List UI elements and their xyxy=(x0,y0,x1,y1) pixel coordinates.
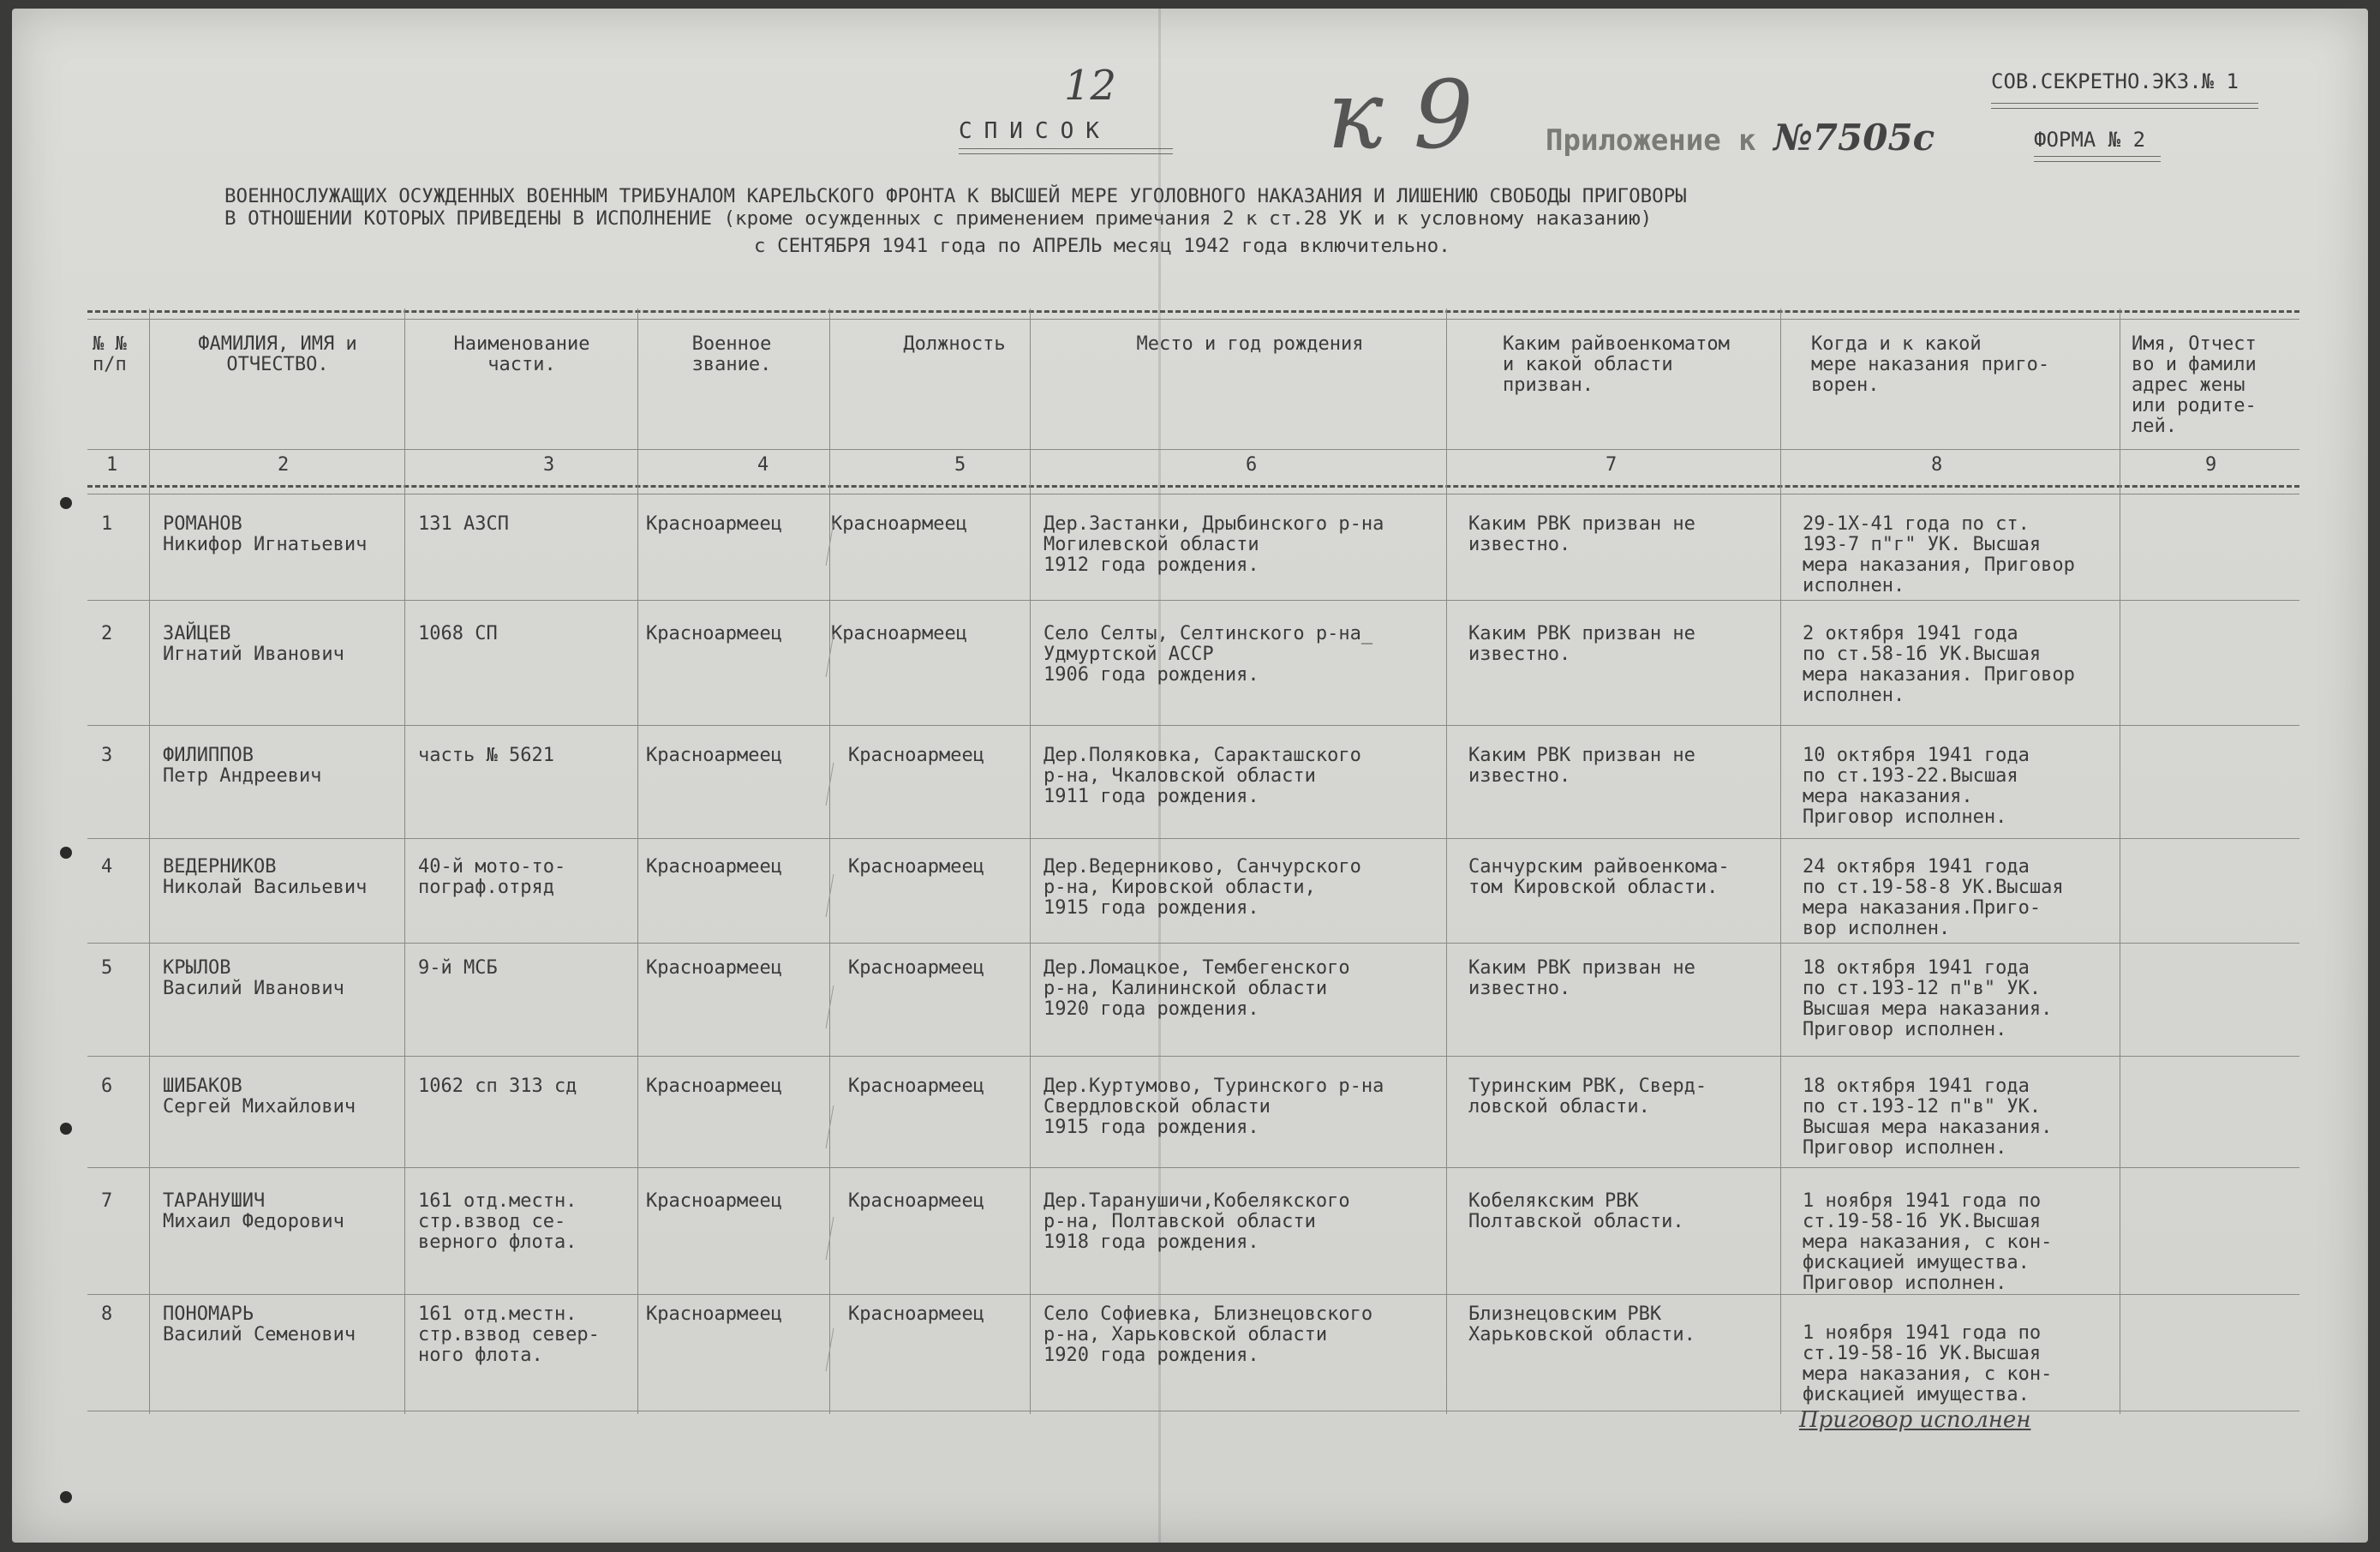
col-header-relatives: Имя, Отчест во и фамили адрес жены или родите- лей. xyxy=(2132,333,2257,437)
row-rvk: Туринским РВК, Сверд- ловской области. xyxy=(1468,1076,1707,1118)
row-separator xyxy=(87,725,2299,726)
table-top-border xyxy=(87,310,2299,313)
row-sentence: 10 октября 1941 года по ст.193-22.Высшая мера наказания. Приговор исполнен. xyxy=(1803,745,2030,828)
handwritten-page-number: 12 xyxy=(1064,62,1117,110)
row-rvk: Каким РВК призван не известно. xyxy=(1468,513,1695,555)
col-number-5: 5 xyxy=(954,454,966,476)
row-rank: Красноармеец xyxy=(646,1076,782,1097)
row-post: Красноармеец xyxy=(831,513,967,535)
header-number-divider xyxy=(87,449,2299,450)
row-unit: 1062 сп 313 сд xyxy=(418,1076,577,1097)
row-unit: 161 отд.местн. стр.взвод се- верного флота. xyxy=(418,1190,577,1253)
row-name: ПОНОМАРЬ Василий Семенович xyxy=(163,1303,356,1345)
row-rvk: Каким РВК призван не известно. xyxy=(1468,623,1695,665)
document-sheet xyxy=(12,9,2368,1543)
row-post: Красноармеец xyxy=(848,1303,984,1325)
row-name: КРЫЛОВ Василий Иванович xyxy=(163,957,344,999)
col-divider-4 xyxy=(829,309,830,1414)
row-separator xyxy=(87,838,2299,839)
col-number-7: 7 xyxy=(1606,454,1618,476)
row-post: Красноармеец xyxy=(848,856,984,878)
row-unit: 1068 СП xyxy=(418,623,498,644)
form-underline xyxy=(2034,156,2161,162)
col-number-4: 4 xyxy=(757,454,769,476)
col-number-9: 9 xyxy=(2205,454,2217,476)
row-number: 3 xyxy=(101,745,113,766)
binding-hole xyxy=(60,1491,72,1503)
col-header-unit: Наименование части. xyxy=(453,333,590,375)
pencil-check-mark xyxy=(814,986,834,1028)
appendix-number: №7505с xyxy=(1773,117,1935,159)
col-header-number: № № п/п xyxy=(93,333,127,375)
row-post: Красноармеец xyxy=(831,623,967,644)
row-name: ФИЛИППОВ Петр Андреевич xyxy=(163,745,322,787)
subtitle-line-1: ВОЕННОСЛУЖАЩИХ ОСУЖДЕННЫХ ВОЕННЫМ ТРИБУНАЛОМ КАРЕЛЬСКОГО ФРОНТА К ВЫСШЕЙ МЕРЕ УГОЛОВНОГО НАКАЗАНИЯ И ЛИШЕНИЮ СВОБОДЫ ПРИГОВОРЫ xyxy=(224,185,1687,207)
row-unit: часть № 5621 xyxy=(418,745,554,766)
binding-hole xyxy=(60,497,72,509)
col-header-birth: Место и год рождения xyxy=(1136,333,1364,355)
row-unit: 40-й мото-то- пограф.отряд xyxy=(418,856,566,898)
col-divider-3 xyxy=(637,309,638,1414)
row-separator xyxy=(87,943,2299,944)
row-sentence: 1 ноября 1941 года по ст.19-58-1б УК.Высшая мера наказания, с кон- фискацией имущества. xyxy=(1803,1322,2053,1405)
row-rvk: Каким РВК призван не известно. xyxy=(1468,745,1695,787)
row-birth: Дер.Поляковка, Саракташского р-на, Чкаловской области 1911 года рождения. xyxy=(1043,745,1361,807)
row-birth: Дер.Ведерниково, Санчурского р-на, Кировской области, 1915 года рождения. xyxy=(1043,856,1361,919)
row-name: ВЕДЕРНИКОВ Николай Васильевич xyxy=(163,856,368,898)
col-divider-6 xyxy=(1446,309,1447,1414)
row-rank: Красноармеец xyxy=(646,1190,782,1212)
classification-label: СОВ.СЕКРЕТНО.ЭКЗ.№ 1 xyxy=(1991,69,2239,93)
document-title: СПИСОК xyxy=(959,118,1111,144)
row-rank: Красноармеец xyxy=(646,1303,782,1325)
col-divider-5 xyxy=(1030,309,1031,1414)
row-number: 7 xyxy=(101,1190,113,1212)
row-rvk: Кобелякским РВК Полтавской области. xyxy=(1468,1190,1684,1232)
row-birth: Дер.Застанки, Дрыбинского р-на Могилевской области 1912 года рождения. xyxy=(1043,513,1384,576)
classification-underline xyxy=(1991,103,2258,109)
row-rvk: Каким РВК призван не известно. xyxy=(1468,957,1695,999)
handwritten-execution-note: Приговор исполнен xyxy=(1799,1407,2031,1433)
row-sentence: 18 октября 1941 года по ст.193-12 п"в" УК. Высшая мера наказания. Приговор исполнен. xyxy=(1803,1076,2053,1159)
col-number-1: 1 xyxy=(106,454,118,476)
row-number: 4 xyxy=(101,856,113,878)
row-sentence: 29-1Х-41 года по ст. 193-7 п"г" УК. Высшая мера наказания, Приговор исполнен. xyxy=(1803,513,2075,596)
col-number-6: 6 xyxy=(1246,454,1258,476)
row-name: ШИБАКОВ Сергей Михайлович xyxy=(163,1076,356,1118)
row-rank: Красноармеец xyxy=(646,513,782,535)
col-header-post: Должность xyxy=(903,333,1006,355)
col-number-3: 3 xyxy=(543,454,555,476)
row-number: 6 xyxy=(101,1076,113,1097)
pencil-check-mark xyxy=(814,874,834,917)
pencil-check-mark xyxy=(814,763,834,806)
table-top-border-2 xyxy=(87,319,2299,320)
row-name: РОМАНОВ Никифор Игнатьевич xyxy=(163,513,368,555)
row-rank: Красноармеец xyxy=(646,856,782,878)
row-post: Красноармеец xyxy=(848,1190,984,1212)
pencil-check-mark xyxy=(814,634,834,677)
row-separator xyxy=(87,600,2299,601)
col-divider-1 xyxy=(149,309,150,1414)
row-birth: Дер.Таранушичи,Кобелякского р-на, Полтавской области 1918 года рождения. xyxy=(1043,1190,1350,1253)
col-number-8: 8 xyxy=(1931,454,1943,476)
col-header-sentence: Когда и к какой мере наказания приго- ворен. xyxy=(1811,333,2050,396)
row-rvk: Близнецовским РВК Харьковской области. xyxy=(1468,1303,1695,1345)
row-sentence: 2 октября 1941 года по ст.58-1б УК.Высшая мера наказания. Приговор исполнен. xyxy=(1803,623,2075,706)
row-birth: Село Софиевка, Близнецовского р-на, Харьковской области 1920 года рождения. xyxy=(1043,1303,1373,1366)
row-unit: 161 отд.местн. стр.взвод север- ного флота. xyxy=(418,1303,600,1366)
appendix-prefix: Приложение к xyxy=(1546,123,1756,158)
pencil-check-mark xyxy=(814,523,834,566)
title-underline xyxy=(959,148,1173,154)
row-number: 5 xyxy=(101,957,113,979)
subtitle-line-3: с СЕНТЯБРЯ 1941 года по АПРЕЛЬ месяц 1942 года включительно. xyxy=(754,235,1450,257)
col-header-rvk: Каким райвоенкоматом и какой области призван. xyxy=(1503,333,1730,396)
row-birth: Село Селты, Селтинского р-на_ Удмуртской АССР 1906 года рождения. xyxy=(1043,623,1373,686)
row-unit: 9-й МСБ xyxy=(418,957,498,979)
pencil-check-mark xyxy=(814,1217,834,1260)
row-separator xyxy=(87,1056,2299,1057)
col-divider-2 xyxy=(404,309,405,1414)
col-header-name: ФАМИЛИЯ, ИМЯ и ОТЧЕСТВО. xyxy=(198,333,357,375)
col-number-2: 2 xyxy=(278,454,290,476)
row-sentence: 18 октября 1941 года по ст.193-12 п"в" УК. Высшая мера наказания. Приговор исполнен. xyxy=(1803,957,2053,1040)
handwritten-mark: к 9 xyxy=(1327,60,1474,170)
row-separator xyxy=(87,1167,2299,1168)
row-separator xyxy=(87,1294,2299,1295)
pencil-check-mark xyxy=(814,1106,834,1148)
col-header-rank: Военное звание. xyxy=(691,333,772,375)
row-sentence: 1 ноября 1941 года по ст.19-58-1б УК.Высшая мера наказания, с кон- фискацией имущества. Приговор исполнен. xyxy=(1803,1190,2053,1294)
row-rank: Красноармеец xyxy=(646,745,782,766)
row-unit: 131 АЗСП xyxy=(418,513,509,535)
subtitle-line-2: В ОТНОШЕНИИ КОТОРЫХ ПРИВЕДЕНЫ В ИСПОЛНЕНИЕ (кроме осужденных с применением примечания 2 к ст.28 УК и к условному наказанию) xyxy=(224,207,1653,230)
row-number: 2 xyxy=(101,623,113,644)
row-name: ТАРАНУШИЧ Михаил Федорович xyxy=(163,1190,344,1232)
row-number: 1 xyxy=(101,513,113,535)
col-divider-7 xyxy=(1780,309,1781,1414)
row-rvk: Санчурским райвоенкома- том Кировской области. xyxy=(1468,856,1730,898)
row-sentence: 24 октября 1941 года по ст.19-58-8 УК.Высшая мера наказания.Приго- вор исполнен. xyxy=(1803,856,2064,939)
pencil-check-mark xyxy=(814,1328,834,1371)
row-birth: Дер.Куртумово, Туринского р-на Свердловской области 1915 года рождения. xyxy=(1043,1076,1384,1138)
row-post: Красноармеец xyxy=(848,745,984,766)
binding-hole xyxy=(60,1123,72,1135)
row-number: 8 xyxy=(101,1303,113,1325)
appendix-label xyxy=(1546,117,1935,159)
binding-hole xyxy=(60,847,72,859)
row-rank: Красноармеец xyxy=(646,957,782,979)
row-rank: Красноармеец xyxy=(646,623,782,644)
header-bottom-border xyxy=(87,485,2299,488)
row-post: Красноармеец xyxy=(848,1076,984,1097)
form-label: ФОРМА № 2 xyxy=(2034,128,2146,152)
row-birth: Дер.Ломацкое, Тембегенского р-на, Калининской области 1920 года рождения. xyxy=(1043,957,1350,1020)
row-name: ЗАЙЦЕВ Игнатий Иванович xyxy=(163,623,344,665)
row-post: Красноармеец xyxy=(848,957,984,979)
